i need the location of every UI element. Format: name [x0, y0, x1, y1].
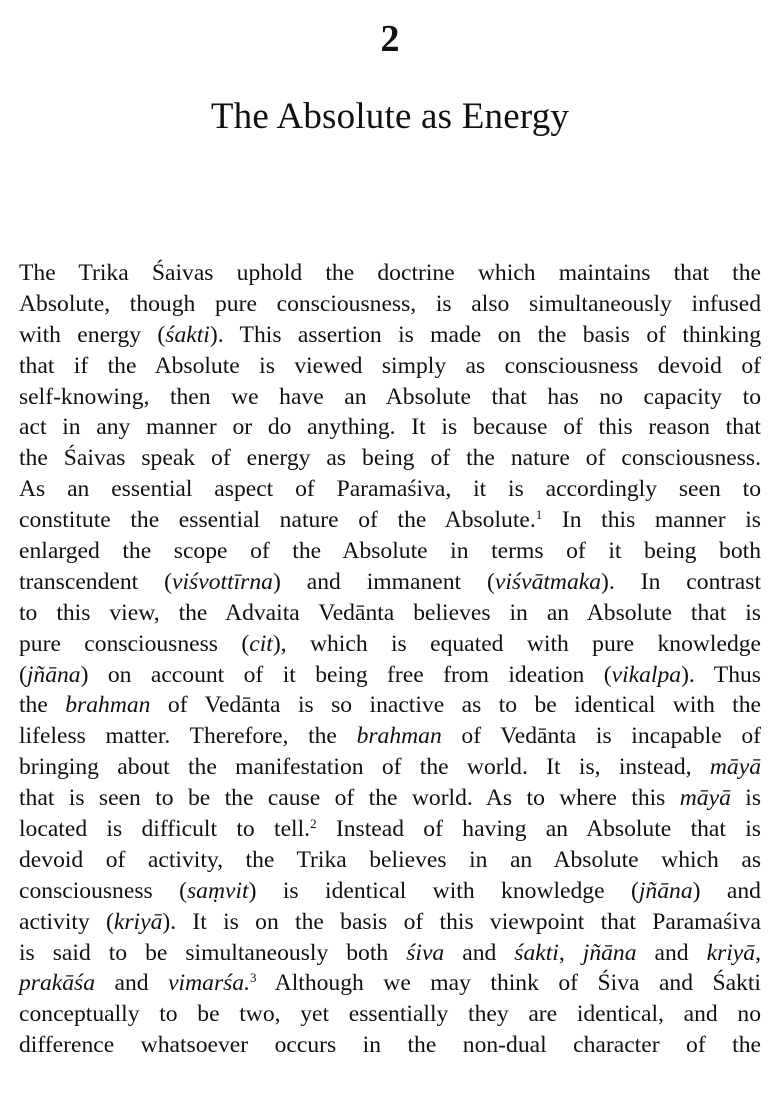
- text-line: located is difficult to tell.$^2$ Instead of having an Absolute that is: [19, 816, 761, 843]
- text-line: bringing about the manifestation of the world. It is, instead, māyā: [19, 754, 761, 781]
- text-line: Absolute, though pure consciousness, is also simultaneously infused: [19, 290, 761, 317]
- text-line: (jñāna) on account of it being free from ideation (vikalpa). Thus: [19, 661, 761, 688]
- footnote-ref: 1: [535, 507, 543, 523]
- text-line: self-knowing, then we have an Absolute that has no capacity to: [19, 383, 761, 410]
- footnote-ref: 2: [310, 816, 317, 832]
- body-paragraph: [19, 258, 761, 1061]
- text-line: lifeless matter. Therefore, the brahman of Vedānta is incapable of: [19, 723, 761, 750]
- text-line: transcendent (viśvottīrna) and immanent (viśvātmaka). In contrast: [19, 568, 761, 595]
- text-line: conceptually to be two, yet essentially they are identical, and no: [19, 1001, 761, 1028]
- text-line: prakāśa and vimarśa.$^3$ Although we may think of Śiva and Śakti: [19, 970, 761, 997]
- text-line: that if the Absolute is viewed simply as consciousness devoid of: [19, 352, 761, 379]
- text-line: the brahman of Vedānta is so inactive as to be identical with the: [19, 692, 761, 719]
- text-line: devoid of activity, the Trika believes in an Absolute which as: [19, 846, 761, 873]
- text-line: that is seen to be the cause of the world. As to where this māyā is: [19, 785, 762, 812]
- text-line: difference whatsoever occurs in the non-dual character of the: [19, 1032, 761, 1059]
- text-line: activity (kriyā). It is on the basis of this viewpoint that Paramaśiva: [19, 908, 761, 935]
- chapter-title: The Absolute as Energy: [210, 96, 570, 137]
- text-line: As an essential aspect of Paramaśiva, it is accordingly seen to: [19, 476, 761, 503]
- text-line: The Trika Śaivas uphold the doctrine which maintains that the: [19, 260, 761, 286]
- text-line: is said to be simultaneously both śiva and śakti, jñāna and kriyā,: [19, 939, 761, 966]
- text-line: act in any manner or do anything. It is because of this reason that: [19, 414, 761, 441]
- chapter-number: 2: [380, 18, 400, 60]
- text-line: the Śaivas speak of energy as being of the nature of consciousness.: [19, 445, 761, 472]
- text-line: with energy (śakti). This assertion is made on the basis of thinking: [19, 321, 761, 348]
- text-line: constitute the essential nature of the Absolute.$^1$ In this manner is: [19, 507, 761, 534]
- text-line: to this view, the Advaita Vedānta believes in an Absolute that is: [19, 599, 761, 626]
- text-line: enlarged the scope of the Absolute in terms of it being both: [19, 538, 761, 565]
- text-line: consciousness (saṃvit) is identical with knowledge (jñāna) and: [19, 877, 761, 904]
- footnote-ref: 3: [250, 970, 257, 986]
- text-line: pure consciousness (cit), which is equated with pure knowledge: [19, 630, 762, 657]
